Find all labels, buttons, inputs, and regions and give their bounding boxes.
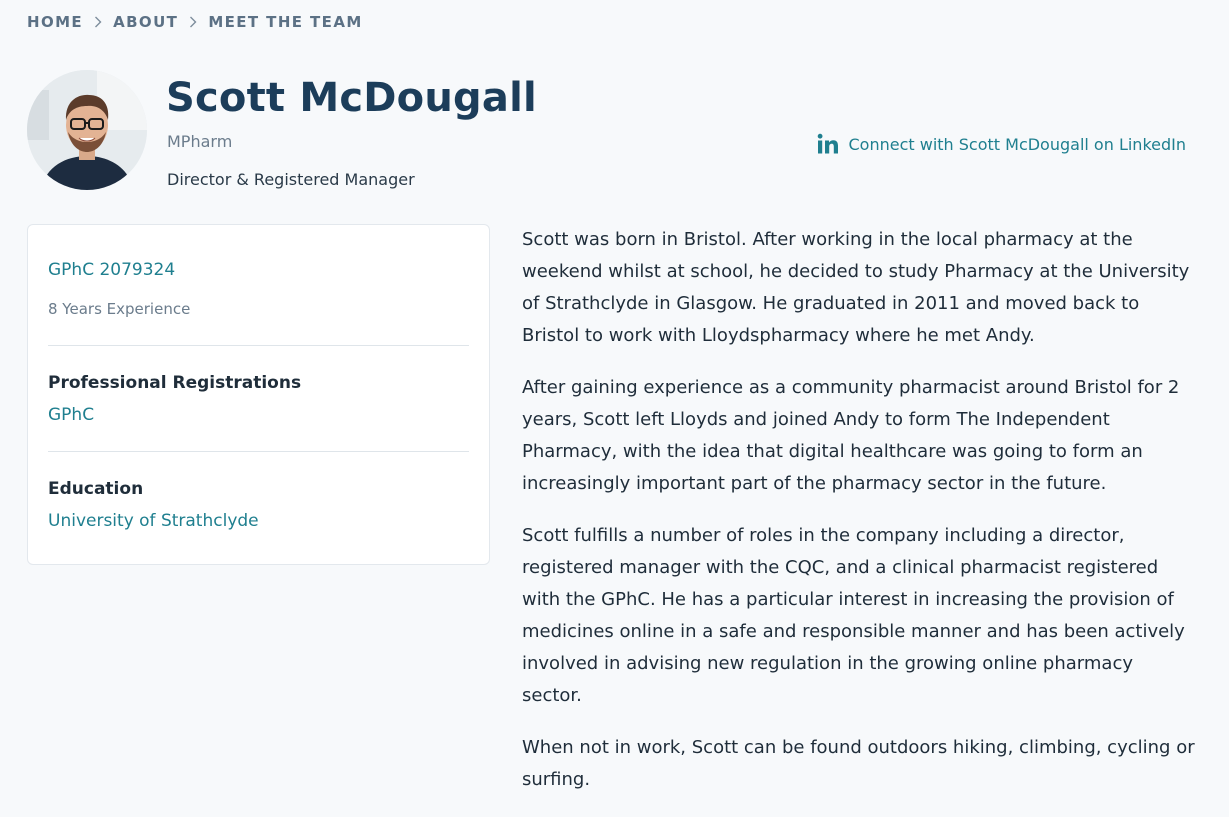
bio-paragraph: Scott fulfills a number of roles in the company including a director, registered manager with the CQC, and a clinical pharmacist registered with the GPhC. He has a particular interest in increasing the provision of medicines online in a safe and responsible manner and has been actively involved in advising new regulation in the growing online pharmacy sector. <box>522 525 1185 706</box>
bio-paragraph: After gaining experience as a community pharmacist around Bristol for 2 years, Scott left Lloyds and joined Andy to form The Independent Pharmacy, with the idea that digital healthcare was going to form an increasingly important part of the pharmacy sector in the future. <box>522 377 1180 494</box>
professional-registrations-section <box>48 346 469 452</box>
breadcrumb <box>27 12 363 32</box>
job-title: Director & Registered Manager <box>167 170 415 189</box>
education-heading: Education <box>48 479 144 499</box>
linkedin-icon <box>817 133 839 155</box>
avatar <box>27 70 147 190</box>
breadcrumb-home[interactable]: HOME <box>27 13 84 31</box>
education-link[interactable]: University of Strathclyde <box>48 511 259 531</box>
person-photo-icon <box>27 70 147 190</box>
breadcrumb-about[interactable]: ABOUT <box>113 13 179 31</box>
qualification: MPharm <box>167 132 233 151</box>
professional-registrations-heading: Professional Registrations <box>48 373 302 393</box>
chevron-right-icon <box>178 12 208 32</box>
profile-details-card <box>27 224 490 565</box>
education-section <box>48 452 469 532</box>
experience-text: 8 Years Experience <box>48 300 191 318</box>
bio-paragraph: When not in work, Scott can be found outdoors hiking, climbing, cycling or surfing. <box>522 737 1195 790</box>
linkedin-label: Connect with Scott McDougall on LinkedIn <box>848 134 1186 154</box>
bio-paragraph: Scott was born in Bristol. After working in the local pharmacy at the weekend whilst at school, he decided to study Pharmacy at the University of Strathclyde in Glasgow. He graduated in 2011 and moved back to Bristol to work with Lloydspharmacy where he met Andy. <box>522 229 1190 346</box>
linkedin-link[interactable] <box>817 133 1186 155</box>
page-title: Scott McDougall <box>166 75 537 121</box>
gphc-link[interactable]: GPhC <box>48 405 95 425</box>
gphc-number-link[interactable]: GPhC 2079324 <box>48 260 176 280</box>
bio-text <box>522 224 1197 816</box>
registration-section <box>48 225 469 346</box>
breadcrumb-meet-the-team[interactable]: MEET THE TEAM <box>208 13 363 31</box>
chevron-right-icon <box>83 12 113 32</box>
